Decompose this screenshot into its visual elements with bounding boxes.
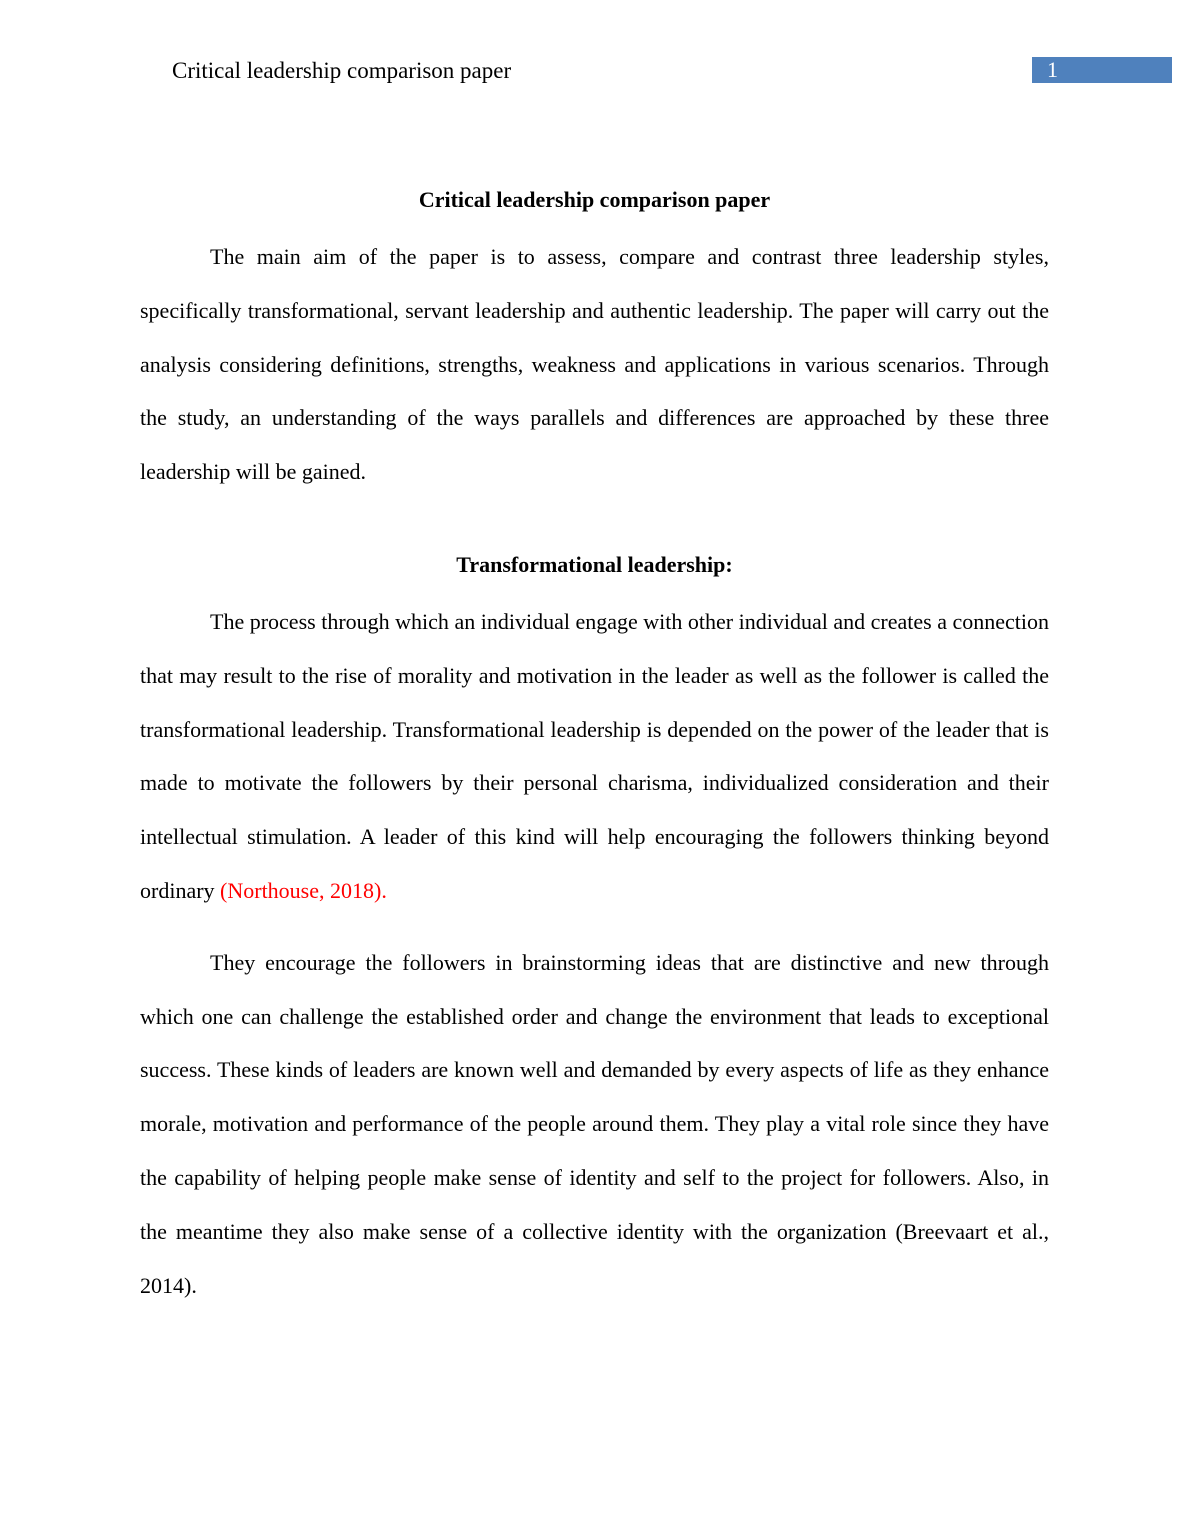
section-heading-transformational: Transformational leadership: <box>456 551 733 577</box>
transformational-definition-paragraph <box>140 595 1049 918</box>
running-header-title: Critical leadership comparison paper <box>172 58 512 83</box>
citation-northouse: (Northouse, 2018). <box>220 877 387 903</box>
page-number-badge <box>1032 57 1172 83</box>
paragraph-text: The process through which an individual engage with other individual and creates a connection that may result to the rise of morality and motivation in the leader as well as the follower is called the transformational leadership. Transformational leadership is depended on the power of the leader that is made to motivate the followers by their personal charisma, individualized consideration and their intellectual stimulation. A leader of this kind will help encouraging the followers thinking beyond ordinary <box>140 608 1049 903</box>
intro-paragraph: The main aim of the paper is to assess, compare and contrast three leadership styles, specifically transformational, servant leadership and authentic leadership. The paper will carry out the analysis considering definitions, strengths, weakness and applications in various scenarios. Through the study, an understanding of the ways parallels and differences are approached by these three leadership will be gained. <box>140 244 1049 485</box>
document-body <box>140 182 1049 1312</box>
document-title: Critical leadership comparison paper <box>418 187 771 212</box>
page-number: 1 <box>1047 57 1058 82</box>
transformational-encouragement-paragraph: They encourage the followers in brainstorming ideas that are distinctive and new through which one can challenge the established order and change the environment that leads to exceptional success. These kinds of leaders are known well and demanded by every aspects of life as they enhance morale, motivation and performance of the people around them. They play a vital role since they have the capability of helping people make sense of identity and self to the project for followers. Also, in the meantime they also make sense of a collective identity with the organization (Breevaart et al., 2014). <box>140 949 1049 1298</box>
